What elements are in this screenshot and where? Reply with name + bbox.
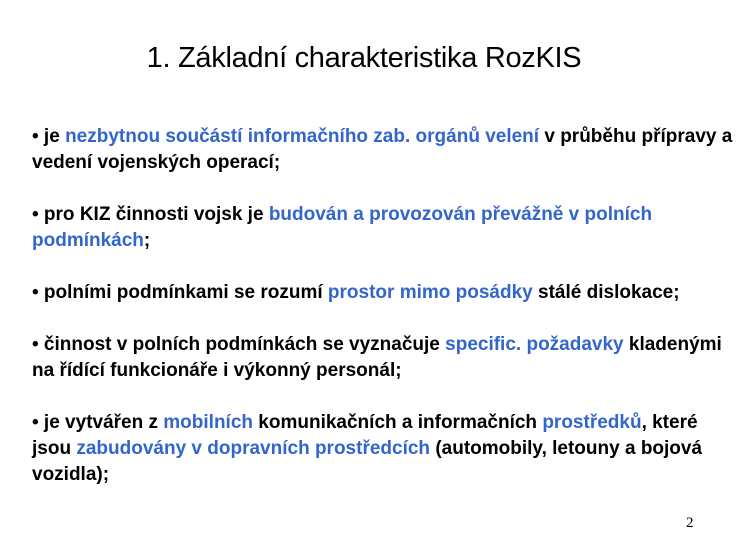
bullet-text: • je vytvářen z	[32, 412, 164, 433]
bullet-text: kladenými na řídící funkcionáře i výkonný personál;	[32, 334, 722, 381]
bullet-text: v průběhu přípravy a vedení vojenských operací;	[32, 126, 733, 173]
bullet-text: • polními podmínkami se rozumí	[32, 282, 328, 303]
bullet-item-2	[32, 202, 737, 254]
highlighted-text: specific. požadavky	[445, 334, 624, 355]
bullet-item-1	[32, 124, 737, 176]
page-number: 2	[686, 515, 694, 531]
bullet-text: • pro KIZ činnosti vojsk je	[32, 204, 269, 225]
bullet-text: komunikačních a informačních	[253, 412, 543, 433]
highlighted-text: mobilních	[163, 412, 254, 433]
bullet-item-4	[32, 332, 737, 384]
highlighted-text: nezbytnou součástí informačního zab. orgánů velení	[65, 126, 540, 147]
highlighted-text: zabudovány v dopravních prostředcích	[76, 438, 431, 459]
highlighted-text: prostředků	[542, 412, 642, 433]
bullet-text: , které jsou	[32, 412, 698, 459]
bullet-text: (automobily, letouny a bojová vozidla);	[32, 438, 703, 485]
bullet-list	[32, 124, 737, 514]
highlighted-text: budován a provozován převážně v polních podmínkách	[32, 204, 653, 251]
bullet-item-3	[32, 280, 737, 306]
slide-title: 1. Základní charakteristika RozKIS	[146, 42, 582, 74]
bullet-text: stálé dislokace;	[532, 282, 680, 303]
bullet-text: • je	[32, 126, 66, 147]
bullet-text: • činnost v polních podmínkách se vyznačuje	[32, 334, 446, 355]
bullet-text: ;	[143, 230, 151, 251]
bullet-item-5	[32, 410, 737, 488]
highlighted-text: prostor mimo posádky	[327, 282, 533, 303]
